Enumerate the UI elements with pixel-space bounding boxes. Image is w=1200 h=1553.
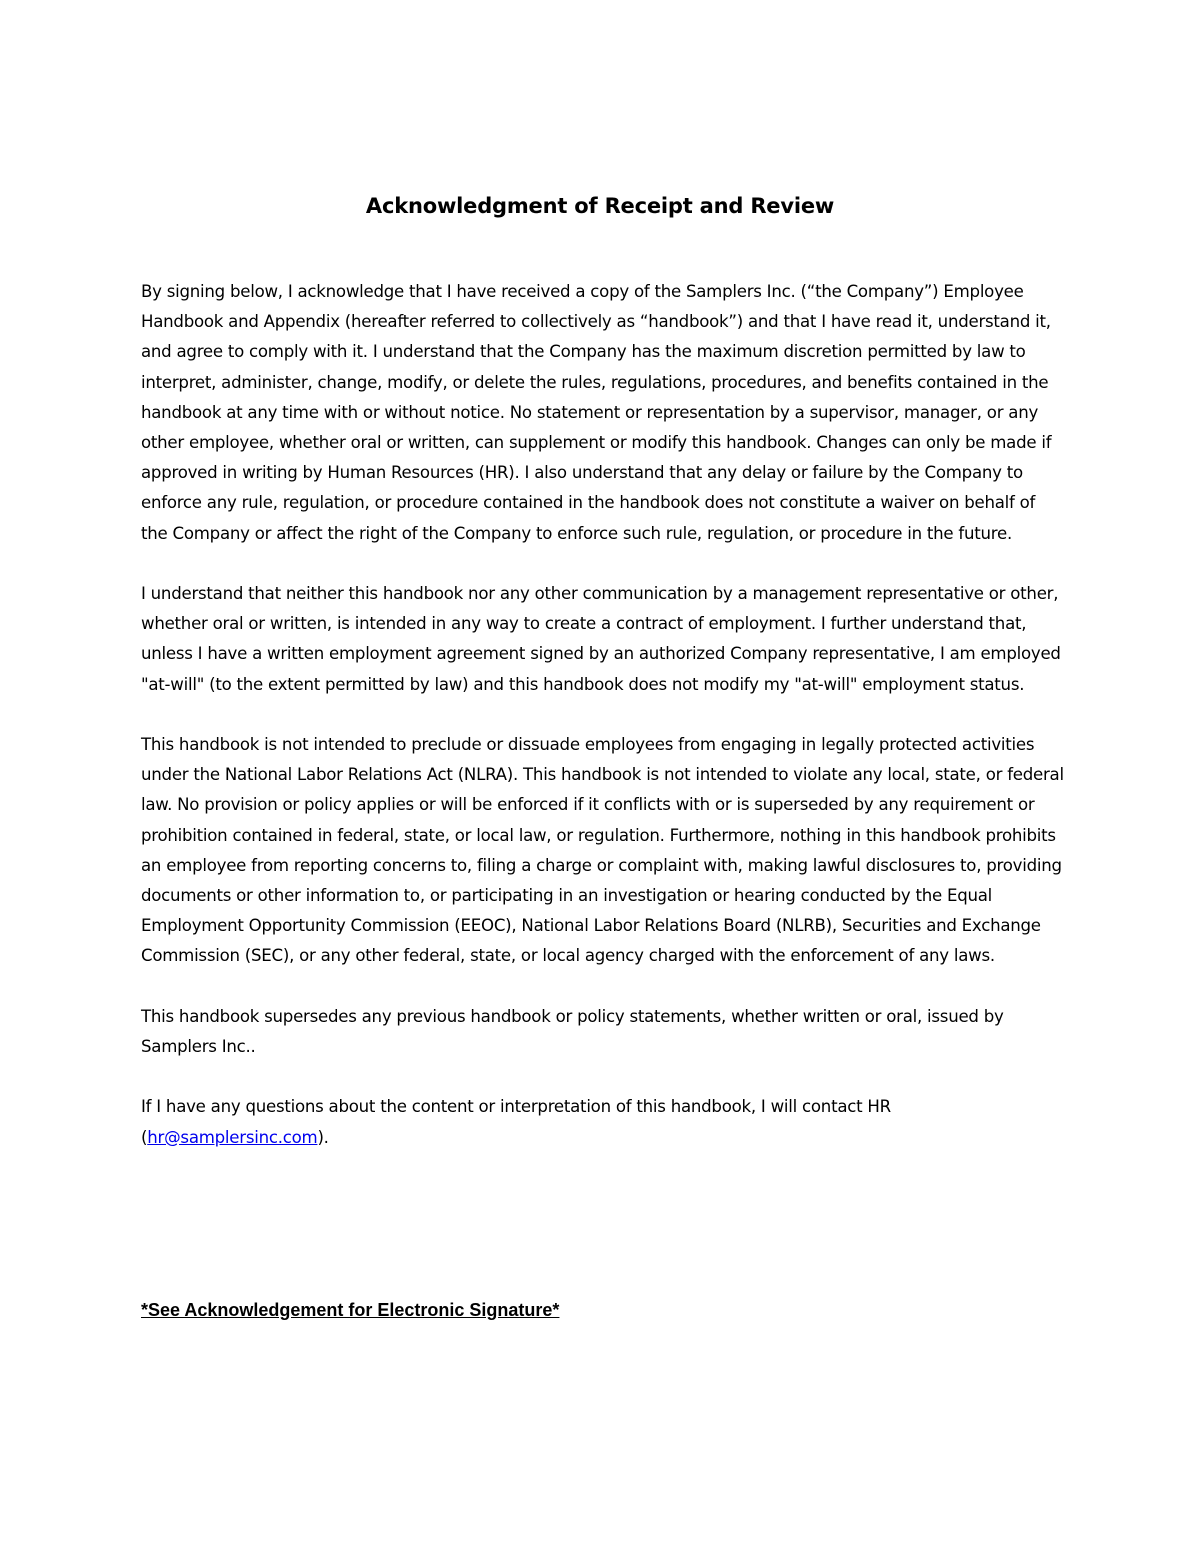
paragraph-acknowledgment: By signing below, I acknowledge that I have received a copy of the Samplers Inc. (“the Company”) Employee Handbook and Appendix (hereafter referred to collectively as “handbook”) and that I have read it, understand it, and agree to comply with it. I understand that the Company has the maximum discretion permitted by law to interpret, administer, change, modify, or delete the rules, regulations, procedures, and benefits contained in the handbook at any time with or without notice. No statement or representation by a supervisor, manager, or any other employee, whether oral or written, can supplement or modify this handbook. Changes can only be made if approved in writing by Human Resources (HR). I also understand that any delay or failure by the Company to enforce any rule, regulation, or procedure contained in the handbook does not constitute a waiver on behalf of the Company or affect the right of the Company to enforce such rule, regulation, or procedure in the future. [141,282,1052,543]
paragraph-supersedes: This handbook supersedes any previous handbook or policy statements, whether written or oral, issued by Samplers Inc.. [141,1006,1004,1057]
paragraph-contact [141,1092,1066,1152]
contact-prefix: If I have any questions about the content or interpretation of this handbook, I will contact HR ( [141,1097,891,1147]
hr-email-link[interactable]: hr@samplersinc.com [147,1127,318,1147]
document-title: Acknowledgment of Receipt and Review [365,194,835,218]
electronic-signature-note: *See Acknowledgement for Electronic Signature* [141,1300,560,1320]
contact-suffix: ). [317,1127,329,1147]
paragraph-at-will: I understand that neither this handbook nor any other communication by a management representative or other, whether oral or written, is intended in any way to create a contract of employment. I further understand that, unless I have a written employment agreement signed by an authorized Company representative, I am employed "at-will" (to the extent permitted by law) and this handbook does not modify my "at-will" employment status. [141,584,1061,694]
document-body [141,277,1066,1183]
paragraph-nlra: This handbook is not intended to preclude or dissuade employees from engaging in legally protected activities under the National Labor Relations Act (NLRA). This handbook is not intended to violate any local, state, or federal law. No provision or policy applies or will be enforced if it conflicts with or is superseded by any requirement or prohibition contained in federal, state, or local law, or regulation. Furthermore, nothing in this handbook prohibits an employee from reporting concerns to, filing a charge or complaint with, making lawful disclosures to, providing documents or other information to, or participating in an investigation or hearing conducted by the Equal Employment Opportunity Commission (EEOC), National Labor Relations Board (NLRB), Securities and Exchange Commission (SEC), or any other federal, state, or local agency charged with the enforcement of any laws. [141,735,1064,966]
